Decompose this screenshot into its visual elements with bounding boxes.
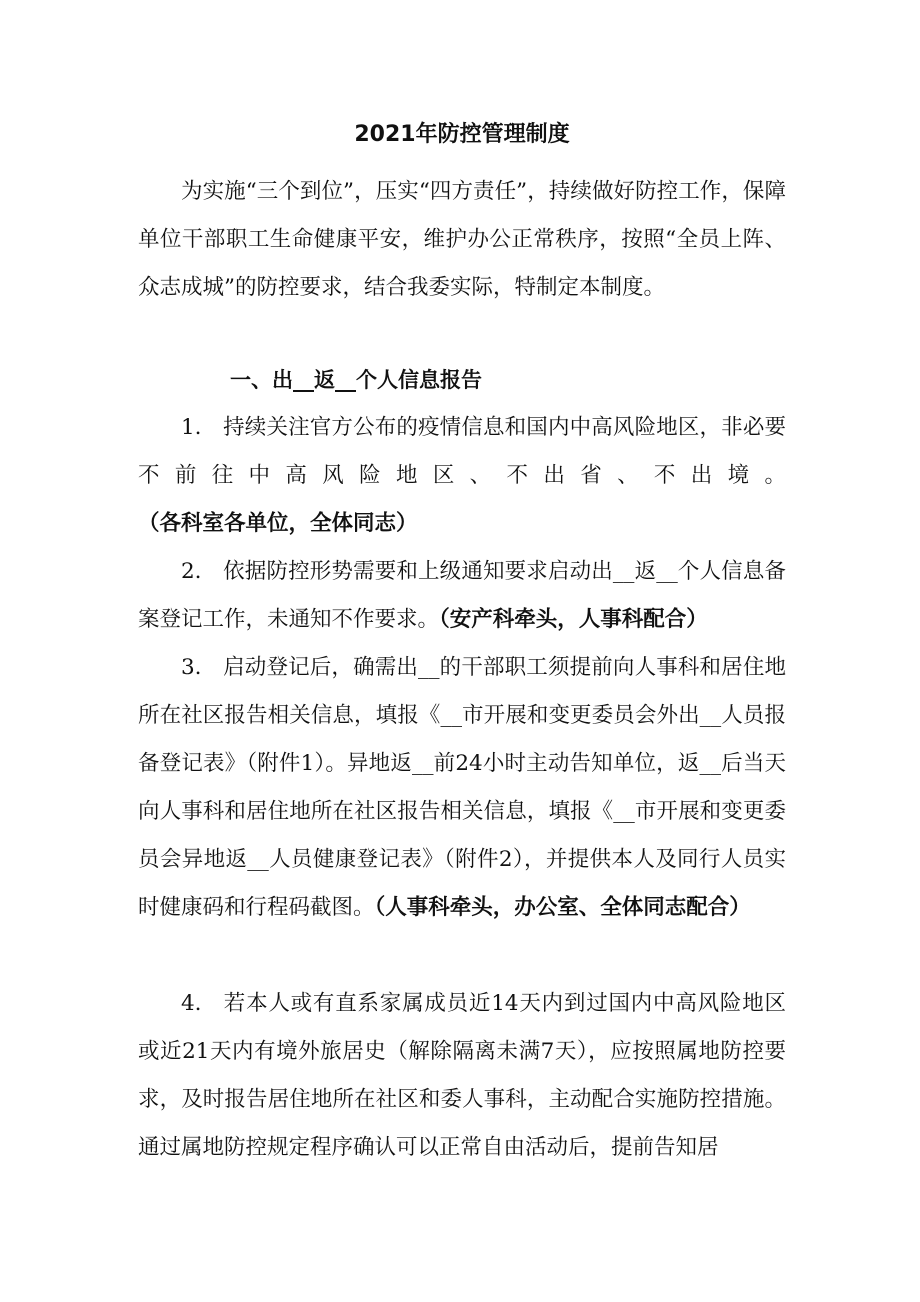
list-item-number: 2. xyxy=(181,559,202,584)
list-item-2 xyxy=(138,548,786,644)
list-item-number: 3. xyxy=(181,655,202,680)
list-item-number: 1. xyxy=(181,415,202,440)
list-item-1 xyxy=(138,404,786,548)
list-item-text: 依据防控形势需要和上级通知要求启动出__返__个人信息备案登记工作，未通知不作要求。 xyxy=(138,559,786,632)
responsibility-note: （人事科牵头，办公室、全体同志配合） xyxy=(374,895,751,920)
responsibility-note: （安产科牵头，人事科配合） xyxy=(439,607,708,632)
section-heading: 一、出__返__个人信息报告 xyxy=(230,368,482,392)
list-item-3 xyxy=(138,644,786,932)
list-item-text: 持续关注官方公布的疫情信息和国内中高风险地区，非必要不前往中高风险地区、不出省、不出境。 xyxy=(138,415,786,488)
list-item-text: 启动登记后，确需出__的干部职工须提前向人事科和居住地所在社区报告相关信息，填报《__市开展和变更委员会外出__人员报备登记表》（附件1）。异地返__前24小时主动告知单位，返__后当天向人事科和居住地所在社区报告相关信息，填报《__市开展和变更委员会异地返__人员健康登记表》（附件2），并提供本人及同行人员实时健康码和行程码截图。 xyxy=(138,655,786,920)
intro-paragraph: 为实施“三个到位”，压实“四方责任”，持续做好防控工作，保障单位干部职工生命健康平安，维护办公正常秩序，按照“全员上阵、众志成城”的防控要求，结合我委实际，特制定本制度。 xyxy=(138,179,786,300)
list-item-number: 4. xyxy=(181,991,202,1016)
document-title: 2021年防控管理制度 xyxy=(354,122,570,147)
list-item-text: 若本人或有直系家属成员近14天内到过国内中高风险地区或近21天内有境外旅居史（解除隔离未满7天），应按照属地防控要求，及时报告居住地所在社区和委人事科，主动配合实施防控措施。通过属地防控规定程序确认可以正常自由活动后，提前告知居 xyxy=(138,991,786,1160)
list-item-4 xyxy=(138,980,786,1172)
responsibility-note: （各科室各单位，全体同志） xyxy=(138,511,418,536)
